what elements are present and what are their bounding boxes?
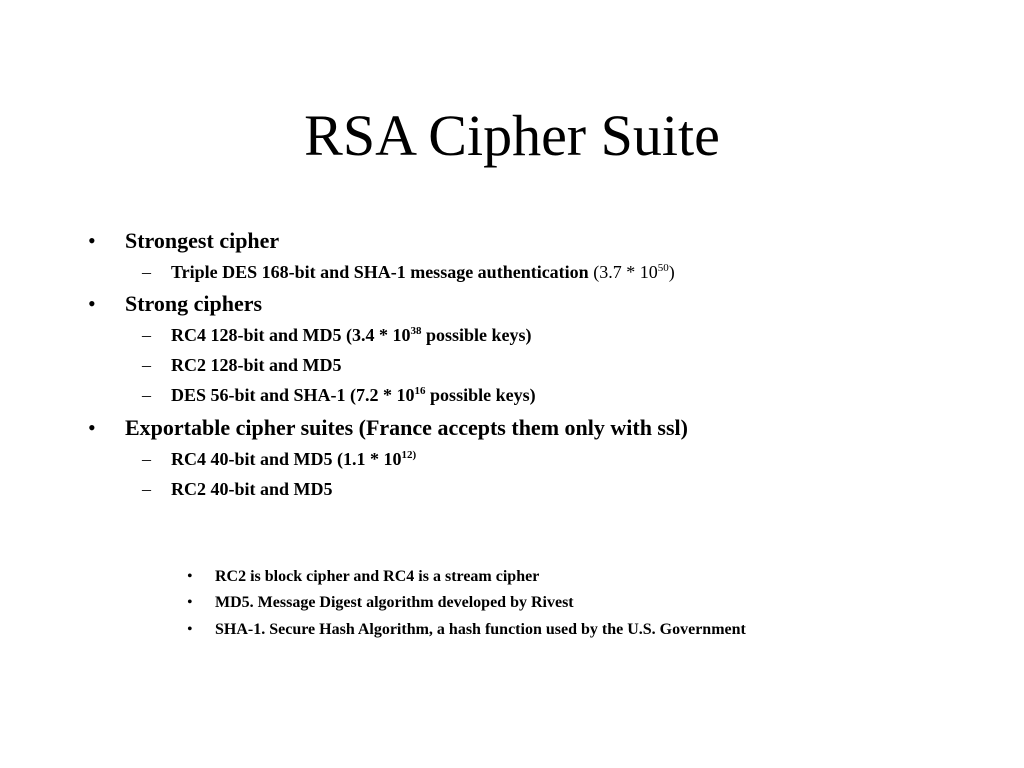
key-count-suffix: ): [668, 262, 675, 282]
slide-title: RSA Cipher Suite: [304, 103, 720, 168]
sub-bullet-text: RC4 40-bit and MD5 (1.1 * 10: [171, 449, 402, 469]
bullet-strong-ciphers: [88, 290, 262, 318]
bullet-icon: •: [88, 228, 96, 253]
sub-bullet-text: DES 56-bit and SHA-1 (7.2 * 10: [171, 385, 415, 405]
bullet-icon: •: [187, 621, 193, 638]
note-md5: [187, 592, 574, 614]
bullet-label: Strong ciphers: [125, 291, 263, 316]
bullet-icon: •: [88, 291, 96, 316]
exponent: 50: [657, 262, 669, 274]
bullet-strongest-cipher: [88, 227, 279, 255]
bullet-icon: •: [187, 594, 193, 611]
dash-icon: –: [142, 355, 151, 375]
dash-icon: –: [142, 385, 151, 405]
exponent: 12): [401, 449, 417, 461]
note-text: SHA-1. Secure Hash Algorithm, a hash function used by the U.S. Government: [215, 621, 746, 638]
dash-icon: –: [142, 325, 151, 345]
sub-bullet-triple-des: [142, 260, 675, 284]
sub-bullet-des-56: [142, 383, 536, 407]
dash-icon: –: [142, 262, 151, 282]
bullet-icon: •: [88, 415, 96, 440]
sub-bullet-suffix: possible keys): [425, 385, 536, 405]
sub-bullet-text: RC4 128-bit and MD5 (3.4 * 10: [171, 325, 411, 345]
bullet-label: Exportable cipher suites (France accepts them only with ssl): [125, 415, 688, 440]
sub-bullet-text: RC2 128-bit and MD5: [171, 355, 342, 375]
sub-bullet-rc2-40: [142, 477, 333, 501]
exponent: 16: [414, 385, 426, 397]
sub-bullet-rc2-128: [142, 353, 342, 377]
sub-bullet-text: RC2 40-bit and MD5: [171, 479, 333, 499]
sub-bullet-text: Triple DES 168-bit and SHA-1 message authentication: [171, 262, 589, 282]
key-count-prefix: (3.7 * 10: [588, 262, 658, 282]
bullet-exportable-cipher-suites: [88, 414, 688, 442]
bullet-icon: •: [187, 568, 193, 585]
note-text: RC2 is block cipher and RC4 is a stream cipher: [215, 568, 540, 585]
note-sha1: [187, 619, 746, 641]
bullet-label: Strongest cipher: [125, 228, 280, 253]
note-rc2-rc4: [187, 566, 539, 588]
sub-bullet-rc4-40: [142, 447, 416, 471]
note-text: MD5. Message Digest algorithm developed by Rivest: [215, 594, 574, 611]
exponent: 38: [410, 325, 422, 337]
dash-icon: –: [142, 479, 151, 499]
sub-bullet-rc4-128: [142, 323, 532, 347]
sub-bullet-suffix: possible keys): [421, 325, 532, 345]
dash-icon: –: [142, 449, 151, 469]
